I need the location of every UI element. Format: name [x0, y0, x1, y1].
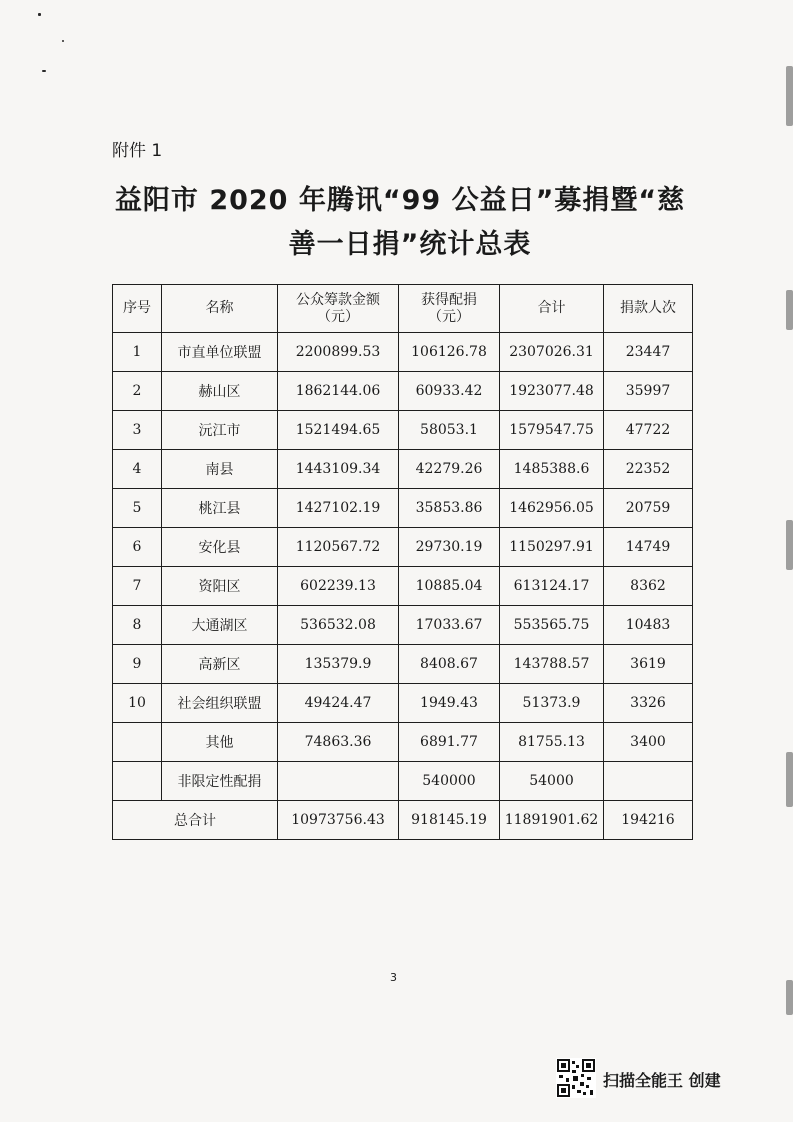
document-title-line2: 善一日捐”统计总表 [288, 229, 532, 260]
total-match: 918145.19 [399, 801, 500, 840]
header-public-line1: 公众筹款金额 [296, 291, 380, 308]
cell-count: 3619 [604, 645, 693, 684]
cell-no: 7 [113, 567, 162, 606]
header-name: 名称 [162, 285, 278, 333]
cell-count: 47722 [604, 411, 693, 450]
cell-match: 10885.04 [399, 567, 500, 606]
table-header-row [113, 285, 693, 333]
cell-count [604, 762, 693, 801]
header-public-amount [278, 285, 399, 333]
cell-sum: 1462956.05 [500, 489, 604, 528]
scan-edge-mark [786, 520, 793, 570]
table-row [113, 372, 693, 411]
cell-public: 1521494.65 [278, 411, 399, 450]
cell-no: 8 [113, 606, 162, 645]
qr-code-icon [556, 1058, 596, 1098]
cell-count: 3400 [604, 723, 693, 762]
table-row [113, 645, 693, 684]
cell-match: 35853.86 [399, 489, 500, 528]
cell-match: 106126.78 [399, 333, 500, 372]
cell-name: 安化县 [162, 528, 278, 567]
cell-match: 58053.1 [399, 411, 500, 450]
cell-name: 非限定性配捐 [162, 762, 278, 801]
cell-name: 大通湖区 [162, 606, 278, 645]
cell-public: 1443109.34 [278, 450, 399, 489]
scan-speck [62, 40, 64, 42]
cell-match: 29730.19 [399, 528, 500, 567]
page-number: 3 [390, 971, 397, 984]
scan-edge-mark [786, 980, 793, 1015]
cell-name: 市直单位联盟 [162, 333, 278, 372]
table-row [113, 723, 693, 762]
cell-sum: 2307026.31 [500, 333, 604, 372]
cell-public: 135379.9 [278, 645, 399, 684]
total-label: 总合计 [113, 801, 278, 840]
cell-sum: 1579547.75 [500, 411, 604, 450]
table-row [113, 567, 693, 606]
table-row [113, 450, 693, 489]
attachment-label: 附件 1 [112, 141, 163, 161]
cell-match: 540000 [399, 762, 500, 801]
cell-name: 南县 [162, 450, 278, 489]
table-total-row [113, 801, 693, 840]
cell-no: 2 [113, 372, 162, 411]
table-row [113, 762, 693, 801]
cell-public: 1427102.19 [278, 489, 399, 528]
cell-public: 1862144.06 [278, 372, 399, 411]
table-row [113, 528, 693, 567]
cell-count: 23447 [604, 333, 693, 372]
cell-public: 74863.36 [278, 723, 399, 762]
statistics-table [112, 284, 693, 840]
cell-count: 8362 [604, 567, 693, 606]
cell-no: 9 [113, 645, 162, 684]
cell-sum: 51373.9 [500, 684, 604, 723]
cell-name: 赫山区 [162, 372, 278, 411]
cell-name: 其他 [162, 723, 278, 762]
cell-no [113, 762, 162, 801]
header-match-line1: 获得配捐 [421, 291, 477, 308]
cell-count: 22352 [604, 450, 693, 489]
cell-count: 20759 [604, 489, 693, 528]
table-row [113, 333, 693, 372]
cell-public: 536532.08 [278, 606, 399, 645]
cell-public [278, 762, 399, 801]
cell-match: 60933.42 [399, 372, 500, 411]
cell-no: 1 [113, 333, 162, 372]
header-no: 序号 [113, 285, 162, 333]
cell-match: 42279.26 [399, 450, 500, 489]
table-row [113, 411, 693, 450]
cell-public: 2200899.53 [278, 333, 399, 372]
cell-sum: 1150297.91 [500, 528, 604, 567]
cell-count: 35997 [604, 372, 693, 411]
cell-no: 6 [113, 528, 162, 567]
cell-no: 10 [113, 684, 162, 723]
header-count: 捐款人次 [604, 285, 693, 333]
cell-no: 4 [113, 450, 162, 489]
cell-sum: 1485388.6 [500, 450, 604, 489]
total-count: 194216 [604, 801, 693, 840]
header-public-line2: （元） [317, 308, 359, 325]
cell-sum: 613124.17 [500, 567, 604, 606]
cell-sum: 1923077.48 [500, 372, 604, 411]
total-sum: 11891901.62 [500, 801, 604, 840]
scan-edge-mark [786, 752, 793, 807]
cell-no: 5 [113, 489, 162, 528]
cell-sum: 54000 [500, 762, 604, 801]
scan-speck [42, 70, 46, 72]
cell-no [113, 723, 162, 762]
header-matching [399, 285, 500, 333]
cell-sum: 143788.57 [500, 645, 604, 684]
document-title-line1: 益阳市 2020 年腾讯“99 公益日”募捐暨“慈 [114, 185, 686, 216]
cell-match: 17033.67 [399, 606, 500, 645]
header-match-line2: （元） [428, 308, 470, 325]
table-row [113, 489, 693, 528]
cell-sum: 81755.13 [500, 723, 604, 762]
cell-name: 社会组织联盟 [162, 684, 278, 723]
scanner-brand-label: 扫描全能王 创建 [603, 1071, 721, 1090]
table-row [113, 684, 693, 723]
cell-public: 602239.13 [278, 567, 399, 606]
scan-edge-mark [786, 66, 793, 126]
cell-name: 高新区 [162, 645, 278, 684]
cell-sum: 553565.75 [500, 606, 604, 645]
cell-count: 3326 [604, 684, 693, 723]
cell-count: 10483 [604, 606, 693, 645]
scan-edge-mark [786, 290, 793, 330]
cell-match: 6891.77 [399, 723, 500, 762]
cell-match: 1949.43 [399, 684, 500, 723]
cell-match: 8408.67 [399, 645, 500, 684]
total-public: 10973756.43 [278, 801, 399, 840]
cell-no: 3 [113, 411, 162, 450]
header-sum: 合计 [500, 285, 604, 333]
cell-count: 14749 [604, 528, 693, 567]
cell-name: 资阳区 [162, 567, 278, 606]
cell-public: 1120567.72 [278, 528, 399, 567]
cell-name: 桃江县 [162, 489, 278, 528]
table-row [113, 606, 693, 645]
scan-speck [38, 13, 41, 16]
cell-name: 沅江市 [162, 411, 278, 450]
cell-public: 49424.47 [278, 684, 399, 723]
